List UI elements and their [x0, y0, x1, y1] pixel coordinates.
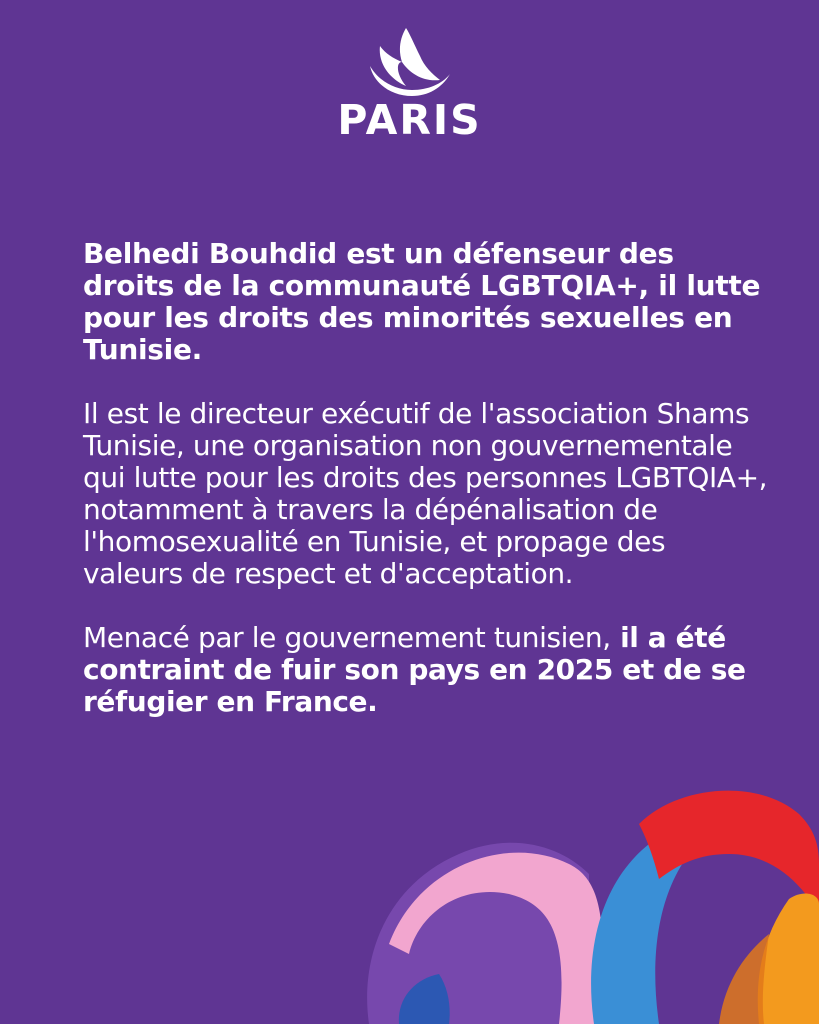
paris-ship-logo-icon [362, 22, 458, 98]
intro-paragraph: Belhedi Bouhdid est un défenseur des droits de la communauté LGBTQIA+, il lutte pour les droits des minorités sexuelles en Tunisie. [83, 237, 761, 366]
main-text [83, 238, 773, 718]
painted-rainbow-heart-icon [359, 784, 819, 1024]
closing-paragraph [83, 622, 773, 718]
closing-lead: Menacé par le gouvernement tunisien, [83, 621, 611, 654]
paris-wordmark: PARIS [337, 96, 482, 144]
paris-logo [0, 22, 819, 144]
closing-emphasis: il a été contraint de fuir son pays en 2025 et de se réfugier en France. [83, 621, 746, 718]
body-paragraph: Il est le directeur exécutif de l'association Shams Tunisie, une organisation non gouvernementale qui lutte pour les droits des personnes LGBTQIA+, notamment à travers la dépénalisation de l'homosexualité en Tunisie, et propage des valeurs de respect et d'acceptation. [83, 397, 768, 590]
